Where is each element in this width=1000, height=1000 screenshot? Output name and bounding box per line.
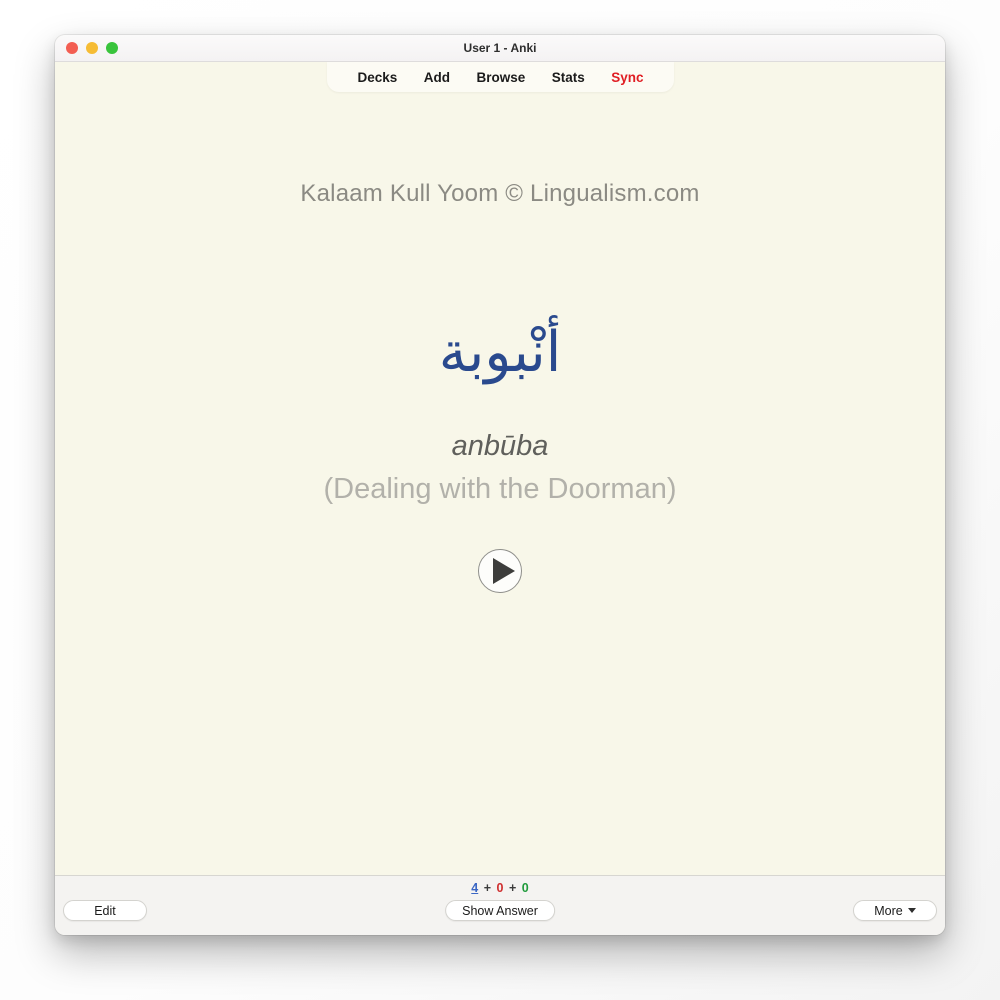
edit-button[interactable]: Edit [63,900,147,921]
anki-window [55,35,945,935]
toolbar [327,62,674,92]
arabic-word: أنْبوبة [438,320,562,385]
toolbar-item-sync[interactable]: Sync [607,68,647,87]
chevron-down-icon [908,908,916,913]
plus-separator: + [483,881,492,895]
context-line: (Dealing with the Doorman) [323,473,677,505]
deck-header: Kalaam Kull Yoom © Lingualism.com [300,180,700,207]
play-icon [493,558,515,584]
toolbar-row [55,62,945,92]
toolbar-item-decks[interactable]: Decks [353,68,401,87]
play-audio-button[interactable] [478,549,522,593]
show-answer-button[interactable]: Show Answer [445,900,555,921]
review-count: 0 [521,881,529,895]
card-counts [55,881,945,895]
window-title: User 1 - Anki [463,41,537,55]
more-button[interactable] [853,900,937,921]
flashcard-front [55,92,945,875]
toolbar-item-add[interactable]: Add [420,68,454,87]
learning-count: 0 [496,881,504,895]
transliteration: anbūba [451,430,549,462]
title-bar[interactable] [55,35,945,62]
toolbar-item-stats[interactable]: Stats [548,68,589,87]
more-button-label: More [874,903,903,918]
bottom-bar [55,875,945,935]
new-count: 4 [471,881,479,895]
toolbar-item-browse[interactable]: Browse [472,68,529,87]
plus-separator: + [508,881,517,895]
